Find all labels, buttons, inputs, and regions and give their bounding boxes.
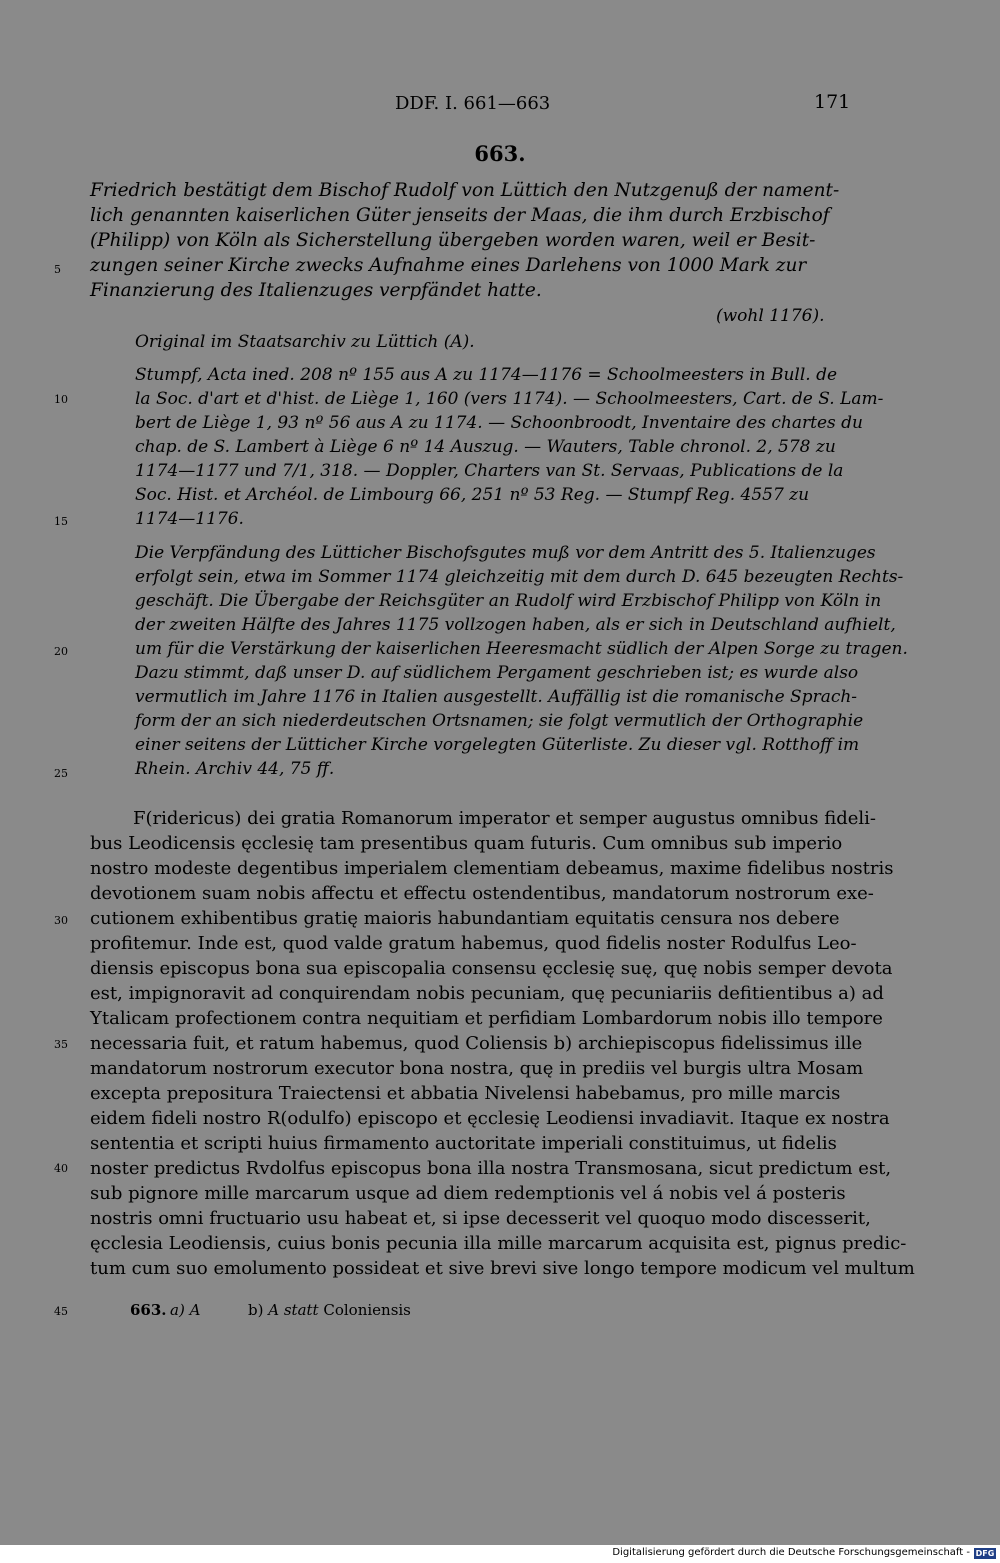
commentary-line: Dazu stimmt, daß unser D. auf südlichem Pergament geschrieben ist; es wurde also bbox=[135, 663, 859, 683]
line-number: 5 bbox=[54, 263, 61, 276]
page-number: 171 bbox=[814, 91, 851, 113]
charter-line: Ytalicam profectionem contra nequitiam et perfidiam Lombardorum nobis illo tempore bbox=[90, 1008, 883, 1029]
regest-line: Finanzierung des Italienzuges verpfändet hatte. bbox=[90, 280, 542, 301]
commentary-line: erfolgt sein, etwa im Sommer 1174 gleichzeitig mit dem durch D. 645 bezeugten Rechts- bbox=[135, 567, 904, 587]
charter-line: excepta prepositura Traiectensi et abbatia Nivelensi habebamus, pro mille marcis bbox=[90, 1083, 841, 1104]
charter-line: F(ridericus) dei gratia Romanorum imperator et semper augustus omnibus fideli- bbox=[133, 808, 876, 829]
literature-line: Stumpf, Acta ined. 208 nº 155 aus A zu 1174—1176 = Schoolmeesters in Bull. de bbox=[135, 365, 838, 385]
footnote-b-italic: A statt bbox=[268, 1301, 319, 1319]
footnote-ref: 663. bbox=[130, 1301, 167, 1319]
line-number: 25 bbox=[54, 767, 68, 780]
commentary-line: einer seitens der Lütticher Kirche vorgelegten Güterliste. Zu dieser vgl. Rotthoff im bbox=[135, 735, 860, 755]
line-number: 15 bbox=[54, 515, 68, 528]
line-number: 10 bbox=[54, 393, 68, 406]
charter-line: nostris omni fructuario usu habeat et, si ipse decesserit vel quoquo modo discesserit, bbox=[90, 1208, 871, 1229]
running-title: DDF. I. 661—663 bbox=[395, 93, 551, 114]
literature-line: chap. de S. Lambert à Liège 6 nº 14 Auszug. — Wauters, Table chronol. 2, 578 zu bbox=[135, 437, 836, 457]
footnote-a: a) A bbox=[170, 1301, 201, 1319]
document-number: 663. bbox=[474, 141, 526, 166]
dating: (wohl 1176). bbox=[716, 306, 825, 326]
charter-line: eidem fideli nostro R(odulfo) episcopo et ęcclesię Leodiensi invadiavit. Itaque ex nostra bbox=[90, 1108, 890, 1129]
original-note: Original im Staatsarchiv zu Lüttich (A). bbox=[135, 332, 475, 352]
footer-text: Digitalisierung gefördert durch die Deutsche Forschungsgemeinschaft - bbox=[612, 1547, 970, 1558]
literature-line: la Soc. d'art et d'hist. de Liège 1, 160 (vers 1174). — Schoolmeesters, Cart. de S. Lam- bbox=[135, 389, 884, 409]
commentary-line: Die Verpfändung des Lütticher Bischofsgutes muß vor dem Antritt des 5. Italienzuges bbox=[135, 543, 876, 563]
commentary-line: Rhein. Archiv 44, 75 ff. bbox=[135, 759, 335, 779]
commentary-line: vermutlich im Jahre 1176 in Italien ausgestellt. Auffällig ist die romanische Sprach- bbox=[135, 687, 858, 707]
commentary-line: geschäft. Die Übergabe der Reichsgüter an Rudolf wird Erzbischof Philipp von Köln in bbox=[135, 591, 882, 611]
regest-line: (Philipp) von Köln als Sicherstellung übergeben worden waren, weil er Besit- bbox=[90, 230, 816, 251]
line-number: 30 bbox=[54, 914, 68, 927]
literature-line: 1174—1176. bbox=[135, 509, 244, 529]
charter-line: diensis episcopus bona sua episcopalia consensu ęcclesię suę, quę nobis semper devota bbox=[90, 958, 893, 979]
commentary-line: um für die Verstärkung der kaiserlichen Heeresmacht südlich der Alpen Sorge zu tragen. bbox=[135, 639, 908, 659]
charter-line: necessaria fuit, et ratum habemus, quod Coliensis b) archiepiscopus fidelissimus ille bbox=[90, 1033, 863, 1054]
charter-line: nostro modeste degentibus imperialem clementiam debeamus, maxime fidelibus nostris bbox=[90, 858, 894, 879]
literature-line: bert de Liège 1, 93 nº 56 aus A zu 1174. — Schoonbroodt, Inventaire des chartes du bbox=[135, 413, 863, 433]
line-number: 20 bbox=[54, 645, 68, 658]
regest-line: lich genannten kaiserlichen Güter jenseits der Maas, die ihm durch Erzbischof bbox=[90, 205, 830, 226]
footnote-b-rest: Coloniensis bbox=[323, 1301, 411, 1319]
literature-line: 1174—1177 und 7/1, 318. — Doppler, Charters van St. Servaas, Publications de la bbox=[135, 461, 844, 481]
regest-line: zungen seiner Kirche zwecks Aufnahme eines Darlehens von 1000 Mark zur bbox=[90, 255, 807, 276]
line-number: 35 bbox=[54, 1038, 68, 1051]
literature-line: Soc. Hist. et Archéol. de Limbourg 66, 251 nº 53 Reg. — Stumpf Reg. 4557 zu bbox=[135, 485, 810, 505]
commentary-line: form der an sich niederdeutschen Ortsnamen; sie folgt vermutlich der Orthographie bbox=[135, 711, 864, 731]
dfg-logo: DFG bbox=[975, 1549, 995, 1558]
line-number: 45 bbox=[54, 1305, 68, 1318]
charter-line: profitemur. Inde est, quod valde gratum habemus, quod fidelis noster Rodulfus Leo- bbox=[90, 933, 857, 954]
charter-line: tum cum suo emolumento possideat et sive brevi sive longo tempore modicum vel multum bbox=[90, 1258, 915, 1279]
charter-line: noster predictus Rvdolfus episcopus bona illa nostra Transmosana, sicut predictum est, bbox=[90, 1158, 892, 1179]
footnote-b bbox=[248, 1301, 411, 1319]
charter-line: bus Leodicensis ęcclesię tam presentibus quam futuris. Cum omnibus sub imperio bbox=[90, 833, 843, 854]
line-number: 40 bbox=[54, 1162, 68, 1175]
footer-bar bbox=[0, 1545, 1000, 1563]
charter-line: sub pignore mille marcarum usque ad diem redemptionis vel á nobis vel á posteris bbox=[90, 1183, 846, 1204]
charter-line: cutionem exhibentibus gratię maioris habundantiam equitatis censura nos debere bbox=[90, 908, 840, 929]
charter-line: mandatorum nostrorum executor bona nostra, quę in prediis vel burgis ultra Mosam bbox=[90, 1058, 864, 1079]
charter-line: sententia et scripti huius firmamento auctoritate imperiali constituimus, ut fidelis bbox=[90, 1133, 837, 1154]
charter-line: devotionem suam nobis affectu et effectu ostendentibus, mandatorum nostrorum exe- bbox=[90, 883, 874, 904]
regest-line: Friedrich bestätigt dem Bischof Rudolf von Lüttich den Nutzgenuß der nament- bbox=[90, 180, 840, 201]
commentary-line: der zweiten Hälfte des Jahres 1175 vollzogen haben, als er sich in Deutschland aufhielt, bbox=[135, 615, 896, 635]
charter-line: ęcclesia Leodiensis, cuius bonis pecunia illa mille marcarum acquisita est, pignus predic- bbox=[90, 1233, 907, 1254]
charter-line: est, impignoravit ad conquirendam nobis pecuniam, quę pecuniariis defitientibus a) ad bbox=[90, 983, 884, 1004]
footnote-b-mark: b) bbox=[248, 1301, 264, 1319]
